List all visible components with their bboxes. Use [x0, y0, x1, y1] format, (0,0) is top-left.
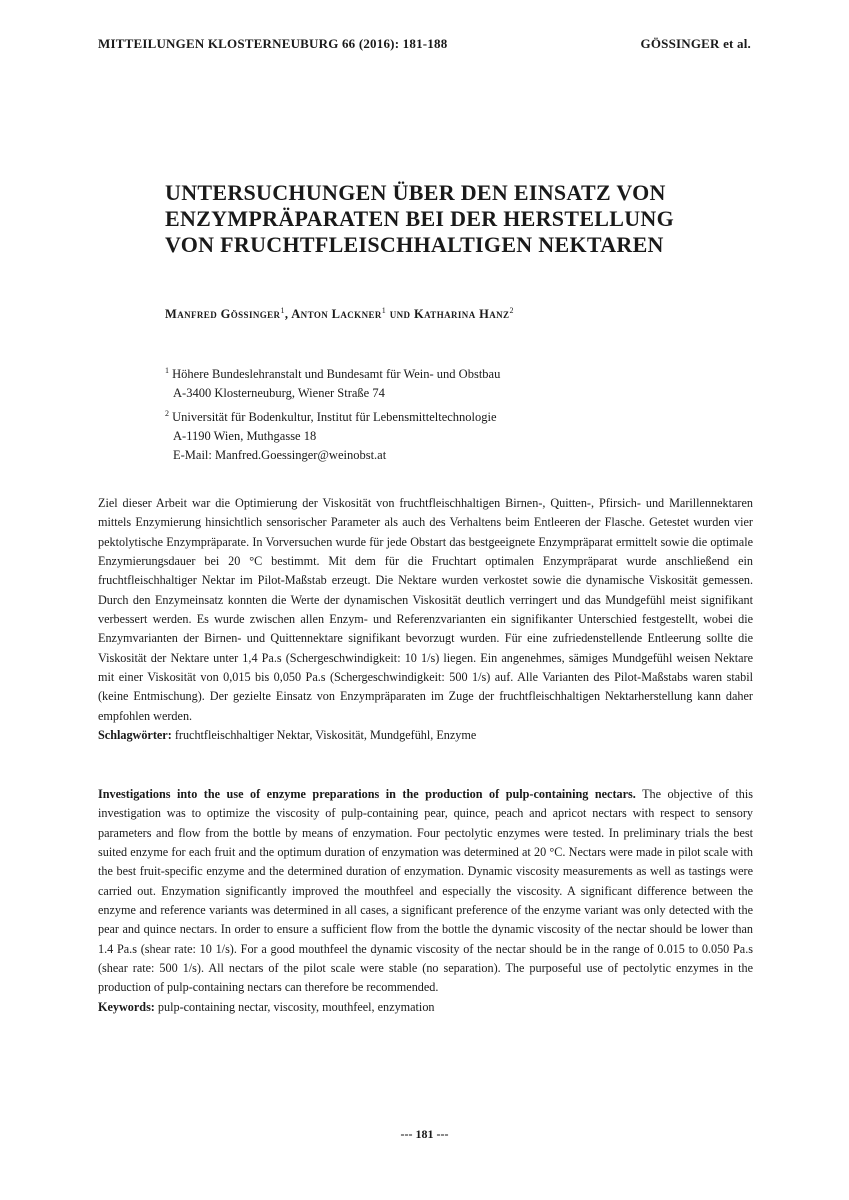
affiliation-text: Universität für Bodenkultur, Institut für Lebensmitteltechnologie — [172, 409, 497, 424]
affiliation-mark: 1 — [165, 366, 169, 375]
running-head — [98, 36, 751, 52]
abstract-english — [98, 785, 753, 1017]
author-connector: und — [389, 307, 411, 322]
title-line: UNTERSUCHUNGEN ÜBER DEN EINSATZ VON — [165, 180, 666, 205]
author-affiliation-mark: 1 — [280, 306, 285, 315]
abstract-title: Investigations into the use of enzyme preparations in the production of pulp-containing nectars. — [98, 787, 636, 801]
keywords-text: fruchtfleischhaltiger Nektar, Viskosität, Mundgefühl, Enzyme — [171, 728, 477, 743]
author-affiliation-mark: 2 — [509, 306, 514, 315]
abstract-paragraph — [98, 785, 753, 998]
affiliation-line — [165, 361, 500, 384]
title-line: VON FRUCHTFLEISCHHALTIGEN NEKTAREN — [165, 232, 664, 257]
title-line: ENZYMPRÄPARATEN BEI DER HERSTELLUNG — [165, 206, 675, 231]
affiliation-mark: 2 — [165, 408, 169, 418]
author-name: Katharina Hanz — [413, 307, 510, 322]
contact-email: E-Mail: Manfred.Goessinger@weinobst.at — [173, 448, 387, 463]
author-list: Manfred Gössinger$^1$, Anton Lackner$^1$ und Katharina Hanz$^2$ — [165, 306, 514, 322]
author-affiliation-mark: 1 — [381, 306, 387, 315]
page-number: --- 181 --- — [400, 1127, 449, 1141]
article-title — [165, 180, 765, 258]
journal-citation: MITTEILUNGEN KLOSTERNEUBURG 66 (2016): 181-188 — [98, 36, 448, 51]
keywords-label: Keywords: — [98, 999, 155, 1014]
keywords-text: pulp-containing nectar, viscosity, mouthfeel, enzymation — [154, 999, 435, 1014]
abstract-text: Ziel dieser Arbeit war die Optimierung der Viskosität von fruchtfleischhaltigen Birnen-, Quitten-, Pfirsich- und Marillennektaren mittels Enzymierung hinsichtlich sensorischer Parameter als auch des Verhaltens beim Entleeren der Flasche. Getestet wurden vier pektolytische Enzympräparate. In Vorversuchen wurde für jede Obstart das bestgeeignete Enzympräparat ermittelt sowie die optimale Enzymierungsdauer bei 20 °C bestimmt. Mit dem für die Fruchtart optimalen Enzympräparat wurde anschließend ein fruchtfleischhaltiger Nektar im Pilot-Maßstab erzeugt. Die Nektare wurden verkostet sowie die dynamische Viskosität gemessen. Durch den Enzymeinsatz konnten die Werte der dynamischen Viskosität deutlich verringert und das Mundgefühl meist signifikant verbessert werden. Es wurde zwischen allen Enzym- und Referenzvarianten ein signifikanter Unterschied festgestellt, wobei die Enzymvarianten der Birnen- und Quittennektare signifikant bevorzugt wurden. Für eine zufriedenstellende Entleerung sollte die Viskosität der Nektare unter 1,4 Pa.s (Schergeschwindigkeit: 10 1/s) liegen. Ein angenehmes, sämiges Mundgefühl weisen Nektare mit einer Viskosität von 0,015 bis 0,050 Pa.s (Schergeschwindigkeit: 500 1/s) auf. Alle Varianten des Pilot-Maßstabs waren stabil (keine Entmischung). Der gezielte Einsatz von Enzympräparaten im Zuge der fruchtfleischhaltigen Nektarherstellung kann daher empfohlen werden. — [98, 496, 753, 723]
abstract-german — [98, 494, 753, 745]
keywords-line — [98, 726, 753, 745]
keywords-line — [98, 998, 753, 1017]
author-name: Anton Lackner — [291, 307, 382, 322]
affiliation-address: A-1190 Wien, Muthgasse 18 — [173, 428, 317, 443]
keywords-label: Schlagwörter: — [98, 728, 172, 743]
affiliation-line — [165, 404, 500, 427]
affiliation-block — [165, 361, 500, 465]
affiliation-text: Höhere Bundeslehranstalt und Bundesamt für Wein- und Obstbau — [172, 367, 501, 382]
running-authors: GÖSSINGER et al. — [640, 36, 751, 51]
abstract-text: The objective of this investigation was to optimize the viscosity of pulp-containing pear, quince, peach and apricot nectars with respect to sensory parameters and flow from the bottle by means of enzymation. Four pectolytic enzymes were tested. In preliminary trials the best suited enzyme for each fruit and the optimum duration of enzymation was determined at 20 °C. Nectars were made in pilot scale with the best fruit-specific enzyme and the determined duration of enzymation. Dynamic viscosity measurements as well as tastings were carried out. Enzymation significantly improved the mouthfeel and especially the viscosity. A significant difference between the enzyme and reference variants was determined in all cases, a significant preference of the enzyme variant was only detected with the pear and quince nectars. In order to ensure a sufficient flow from the bottle the dynamic viscosity of the nectar should be lower than 1.4 Pa.s (shear rate: 10 1/s). For a good mouthfeel the dynamic viscosity of the nectar should be in the range of 0.015 to 0.050 Pa.s (shear rate: 500 1/s). All nectars of the pilot scale were stable (no separation). The purposeful use of pectolytic enzymes in the production of pulp-containing nectars can therefore be recommended. — [98, 787, 753, 995]
author-name: Manfred Gössinger — [165, 307, 281, 322]
affiliation-address: A-3400 Klosterneuburg, Wiener Straße 74 — [173, 386, 385, 401]
